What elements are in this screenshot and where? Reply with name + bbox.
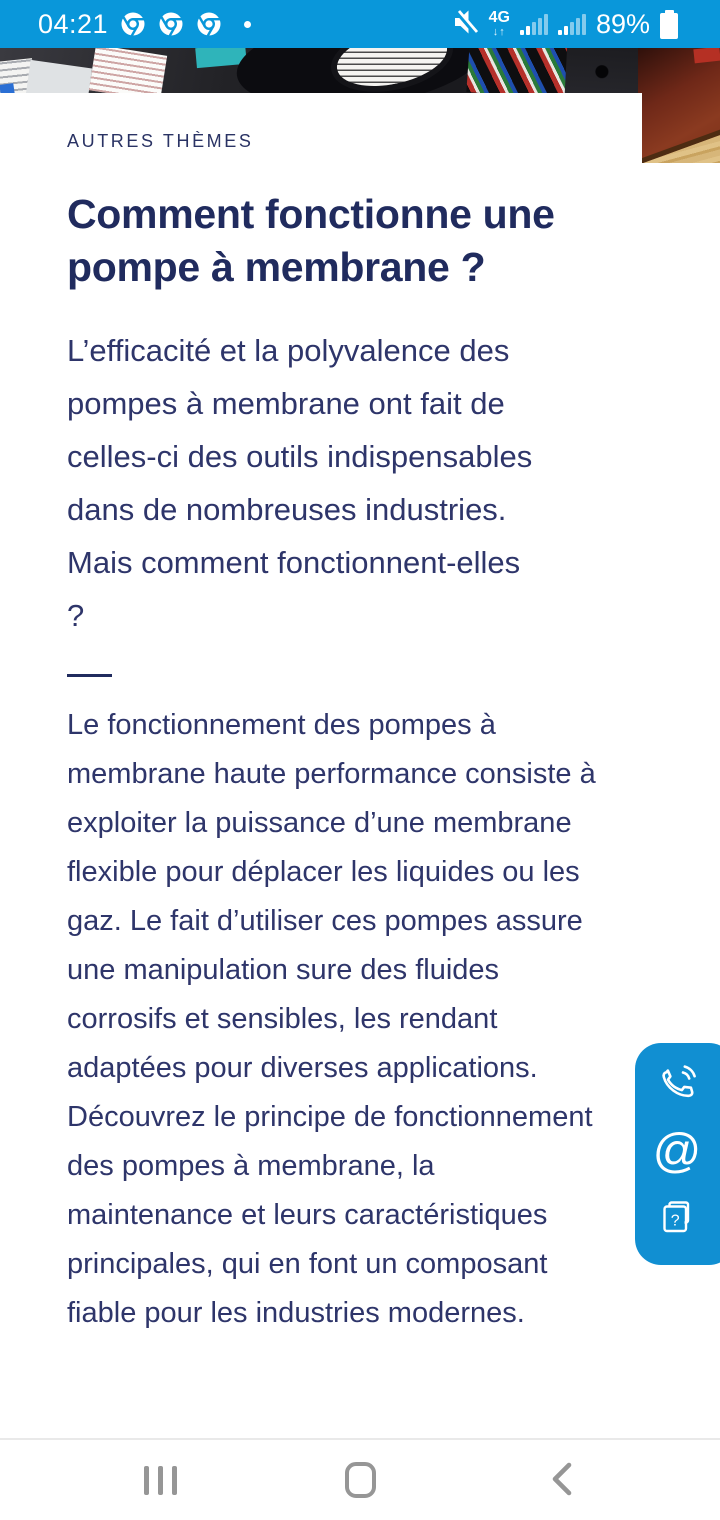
faq-button[interactable] bbox=[649, 1191, 705, 1247]
divider bbox=[67, 674, 112, 677]
network-label: 4G bbox=[488, 9, 510, 26]
back-icon bbox=[547, 1460, 575, 1501]
recents-button[interactable] bbox=[124, 1440, 196, 1520]
notification-overflow-dot-icon bbox=[244, 21, 251, 28]
chrome-notification-icon bbox=[196, 11, 222, 37]
signal-strength-icon bbox=[520, 13, 548, 35]
email-button[interactable] bbox=[649, 1124, 705, 1180]
battery-icon bbox=[660, 10, 678, 39]
article-body: Le fonctionnement des pompes à membrane haute performance consiste à exploiter la puissance d’une membrane flexible pour déplacer les liquides ou les gaz. Le fait d’utiliser ces pompes assure une manipulation sure des fluides corrosifs et sensibles, les rendant adaptées pour diverses applications. Découvrez le principe de fonctionnement des pompes à membrane, la maintenance et leurs caractéristiques principales, qui en font un composant fiable pour les industries modernes. bbox=[67, 709, 596, 1329]
mute-icon bbox=[452, 8, 479, 40]
article bbox=[0, 93, 642, 1338]
recents-icon bbox=[144, 1466, 177, 1495]
svg-text:?: ? bbox=[670, 1212, 680, 1229]
phone-icon bbox=[656, 1063, 698, 1108]
contact-panel bbox=[635, 1043, 720, 1265]
signal-strength-icon-2 bbox=[558, 13, 586, 35]
clock: 04:21 bbox=[38, 8, 109, 39]
photo-red-part bbox=[693, 48, 720, 63]
android-nav-bar bbox=[0, 1438, 720, 1520]
chrome-notification-icon bbox=[158, 11, 184, 37]
faq-icon bbox=[656, 1197, 698, 1242]
back-button[interactable] bbox=[525, 1440, 597, 1520]
battery-percent: 89% bbox=[595, 8, 650, 39]
status-bar-left bbox=[0, 9, 251, 40]
article-title: Comment fonctionne une pompe à membrane ? bbox=[67, 191, 555, 290]
at-icon: @ bbox=[652, 1125, 702, 1178]
article-kicker: AUTRES THÈMES bbox=[67, 131, 254, 151]
article-lead: L’efficacité et la polyvalence des pompes à membrane ont fait de celles-ci des outils indispensables dans de nombreuses industries. Mais comment fonctionnent-elles ? bbox=[67, 333, 533, 633]
home-button[interactable] bbox=[324, 1440, 396, 1520]
status-bar-right bbox=[452, 8, 720, 40]
home-icon bbox=[345, 1462, 376, 1498]
status-bar bbox=[0, 0, 720, 48]
data-arrows-icon: ↓↑ bbox=[492, 26, 506, 38]
network-type-indicator bbox=[489, 10, 510, 38]
call-button[interactable] bbox=[649, 1057, 705, 1113]
chrome-notification-icon bbox=[120, 11, 146, 37]
